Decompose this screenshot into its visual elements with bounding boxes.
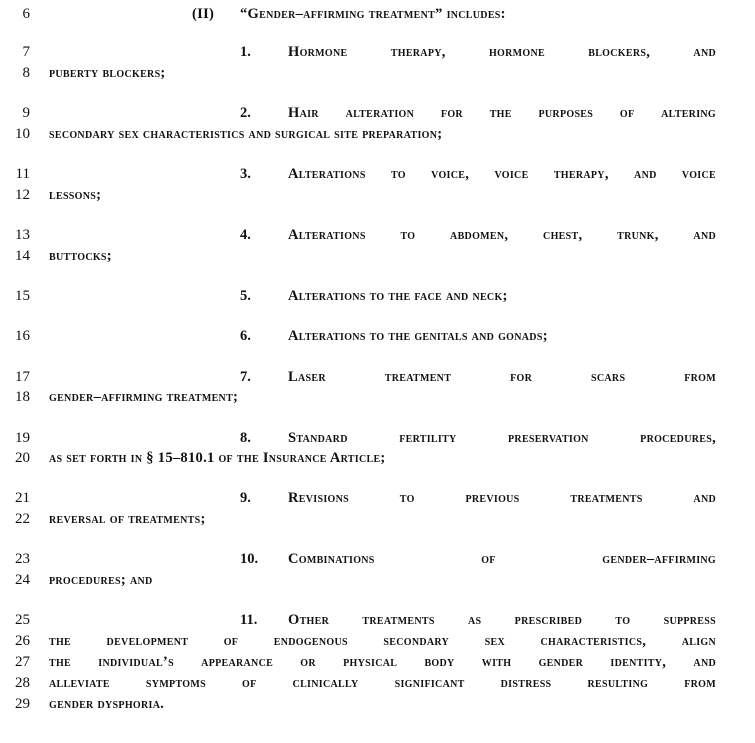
item-number: 11. <box>240 612 258 628</box>
item-number: 1. <box>240 44 251 60</box>
line-number: 7 <box>22 44 30 60</box>
doc-line <box>0 185 755 205</box>
line-number: 26 <box>15 633 30 649</box>
continuation-text: the development of endogenous secondary sex characteristics, align <box>49 633 716 649</box>
item-text: Alterations to voice, voice therapy, and voice <box>288 166 716 182</box>
continuation-text: buttocks; <box>49 248 112 264</box>
doc-line <box>0 428 755 448</box>
item-number: 10. <box>240 551 259 567</box>
line-number: 21 <box>15 490 30 506</box>
item-text: Hormone therapy, hormone blockers, and <box>288 44 716 60</box>
doc-line <box>0 367 755 387</box>
doc-line <box>0 448 755 468</box>
line-number: 11 <box>15 166 30 182</box>
line-number: 6 <box>22 6 30 22</box>
item-text: Alterations to abdomen, chest, trunk, and <box>288 227 716 243</box>
doc-line <box>0 286 755 306</box>
line-number: 23 <box>15 551 30 567</box>
doc-line <box>0 673 755 693</box>
continuation-text: gender–affirming treatment; <box>49 389 239 405</box>
item-number: 9. <box>240 490 251 506</box>
subsection-label: (II) <box>192 6 215 22</box>
item-text: Hair alteration for the purposes of altering <box>288 105 716 121</box>
item-number: 3. <box>240 166 251 182</box>
item-number: 6. <box>240 328 251 344</box>
doc-line <box>0 103 755 123</box>
line-number: 20 <box>15 450 30 466</box>
line-number: 14 <box>15 248 30 264</box>
item-number: 4. <box>240 227 251 243</box>
continuation-text: reversal of treatments; <box>49 511 206 527</box>
doc-line <box>0 694 755 714</box>
line-number: 16 <box>15 328 30 344</box>
doc-line <box>0 225 755 245</box>
doc-line <box>0 4 755 24</box>
continuation-text: alleviate symptoms of clinically significant distress resulting from <box>49 675 716 691</box>
item-number: 7. <box>240 369 251 385</box>
line-number: 18 <box>15 389 30 405</box>
line-number: 27 <box>15 654 30 670</box>
continuation-text: puberty blockers; <box>49 65 166 81</box>
item-text: Combinations of gender–affirming <box>288 551 716 567</box>
line-number: 8 <box>22 65 30 81</box>
doc-line <box>0 387 755 407</box>
doc-line <box>0 652 755 672</box>
line-number: 24 <box>15 572 30 588</box>
doc-line <box>0 42 755 62</box>
item-text: Revisions to previous treatments and <box>288 490 716 506</box>
item-text: Other treatments as prescribed to suppress <box>288 612 716 628</box>
doc-line <box>0 549 755 569</box>
line-number: 9 <box>22 105 30 121</box>
definition-heading: “Gender–affirming treatment” includes: <box>240 6 506 22</box>
continuation-text: secondary sex characteristics and surgical site preparation; <box>49 126 443 142</box>
line-number: 29 <box>15 696 30 712</box>
line-number: 13 <box>15 227 30 243</box>
item-text: Alterations to the face and neck; <box>288 288 508 304</box>
continuation-text: procedures; and <box>49 572 153 588</box>
item-number: 8. <box>240 430 251 446</box>
line-number: 22 <box>15 511 30 527</box>
line-number: 25 <box>15 612 30 628</box>
line-number: 15 <box>15 288 30 304</box>
item-number: 5. <box>240 288 251 304</box>
doc-line <box>0 164 755 184</box>
line-number: 17 <box>15 369 30 385</box>
doc-line <box>0 124 755 144</box>
doc-line <box>0 326 755 346</box>
doc-line <box>0 246 755 266</box>
doc-line <box>0 63 755 83</box>
item-number: 2. <box>240 105 251 121</box>
doc-line <box>0 509 755 529</box>
continuation-text: lessons; <box>49 187 102 203</box>
doc-line <box>0 570 755 590</box>
doc-line <box>0 488 755 508</box>
item-text: Alterations to the genitals and gonads; <box>288 328 548 344</box>
item-text: Standard fertility preservation procedures, <box>288 430 716 446</box>
line-number: 10 <box>15 126 30 142</box>
continuation-text: as set forth in § 15–810.1 of the Insurance Article; <box>49 450 386 466</box>
line-number: 28 <box>15 675 30 691</box>
continuation-text: the individual’s appearance or physical body with gender identity, and <box>49 654 716 670</box>
doc-line <box>0 631 755 651</box>
continuation-text: gender dysphoria. <box>49 696 165 712</box>
doc-line <box>0 610 755 630</box>
line-number: 19 <box>15 430 30 446</box>
item-text: Laser treatment for scars from <box>288 369 716 385</box>
line-number: 12 <box>15 187 30 203</box>
